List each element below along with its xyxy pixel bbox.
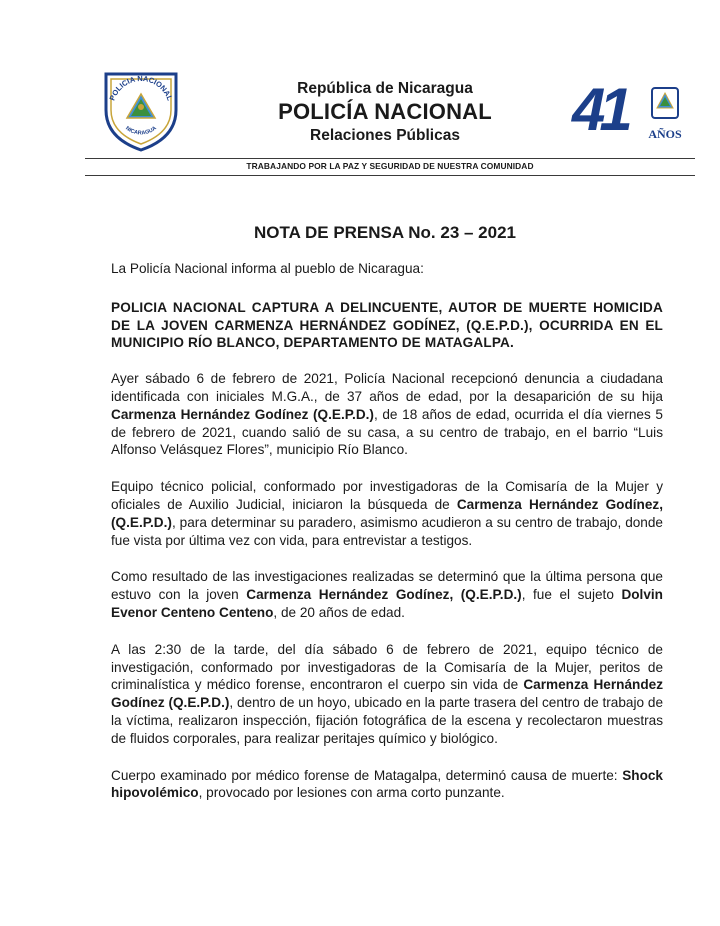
institution-name: POLICÍA NACIONAL xyxy=(278,99,492,124)
svg-text:POLICIA NACIONAL: POLICIA NACIONAL xyxy=(107,73,175,102)
paragraph-3: Como resultado de las investigaciones realizadas se determinó que la última persona que estuvo con la joven Carmenza Hernández Godínez, (Q.E.P.D.), fue el sujeto Dolvin Evenor Centeno Centeno, de 20 años de edad. xyxy=(111,569,663,620)
paragraph-2: Equipo técnico policial, conformado por investigadoras de la Comisaría de la Mujer y oficiales de Auxilio Judicial, iniciaron la búsqueda de Carmenza Hernández Godínez, (Q.E.P.D.), para determinar su paradero, asimismo acudieron a su centro de trabajo, donde fue vista por última vez con vida, para entrevistar a testigos. xyxy=(111,479,663,548)
anniversary-number: 41 xyxy=(572,76,627,140)
press-release-body xyxy=(111,260,663,802)
press-release-title: NOTA DE PRENSA No. 23 – 2021 xyxy=(253,223,516,242)
intro-paragraph: La Policía Nacional informa al pueblo de Nicaragua: xyxy=(111,261,424,276)
republic-name: República de Nicaragua xyxy=(297,80,473,97)
department-name: Relaciones Públicas xyxy=(310,127,460,144)
paragraph-1: Ayer sábado 6 de febrero de 2021, Policía Nacional recepcionó denuncia a ciudadana identificada con iniciales M.G.A., de 37 años de edad, por la desaparición de su hija Carmenza Hernández Godínez (Q.E.P.D.), de 18 años de edad, ocurrida el día viernes 5 de febrero de 2021, cuando salió de su casa, a su centro de trabajo, en el barrio “Luis Alfonso Velásquez Flores”, municipio Río Blanco. xyxy=(111,371,663,458)
anniversary-41-logo xyxy=(570,76,690,140)
headline: POLICIA NACIONAL CAPTURA A DELINCUENTE, AUTOR DE MUERTE HOMICIDA DE LA JOVEN CARMENZA HERNÁNDEZ GODÍNEZ, (Q.E.P.D.), OCURRIDA EN EL MUNICIPIO RÍO BLANCO, DEPARTAMENTO DE MATAGALPA. xyxy=(111,299,663,351)
anniversary-word: AÑOS xyxy=(648,127,682,140)
header-bottom-rule xyxy=(85,175,695,176)
paragraph-4: A las 2:30 de la tarde, del día sábado 6 de febrero de 2021, equipo técnico de investigación, conformado por investigadoras de la Comisaría de la Mujer, peritos de criminalística y médico forense, encontraron el cuerpo sin vida de Carmenza Hernández Godínez (Q.E.P.D.), dentro de un hoyo, ubicado en la parte trasera del centro de trabajo de la víctima, realizaron inspección, fijación fotográfica de la escena y recolectaron muestras de fluidos corporales, para realizar peritajes químico y biológico. xyxy=(111,641,664,746)
svg-text:NICARAGUA: NICARAGUA xyxy=(124,125,158,137)
police-seal-logo xyxy=(98,66,184,152)
paragraph-5: Cuerpo examinado por médico forense de Matagalpa, determinó causa de muerte: Shock hipovolémico, provocado por lesiones con arma corto punzante. xyxy=(111,767,663,801)
letterhead xyxy=(230,80,540,146)
motto: TRABAJANDO POR LA PAZ Y SEGURIDAD DE NUESTRA COMUNIDAD xyxy=(246,161,534,171)
